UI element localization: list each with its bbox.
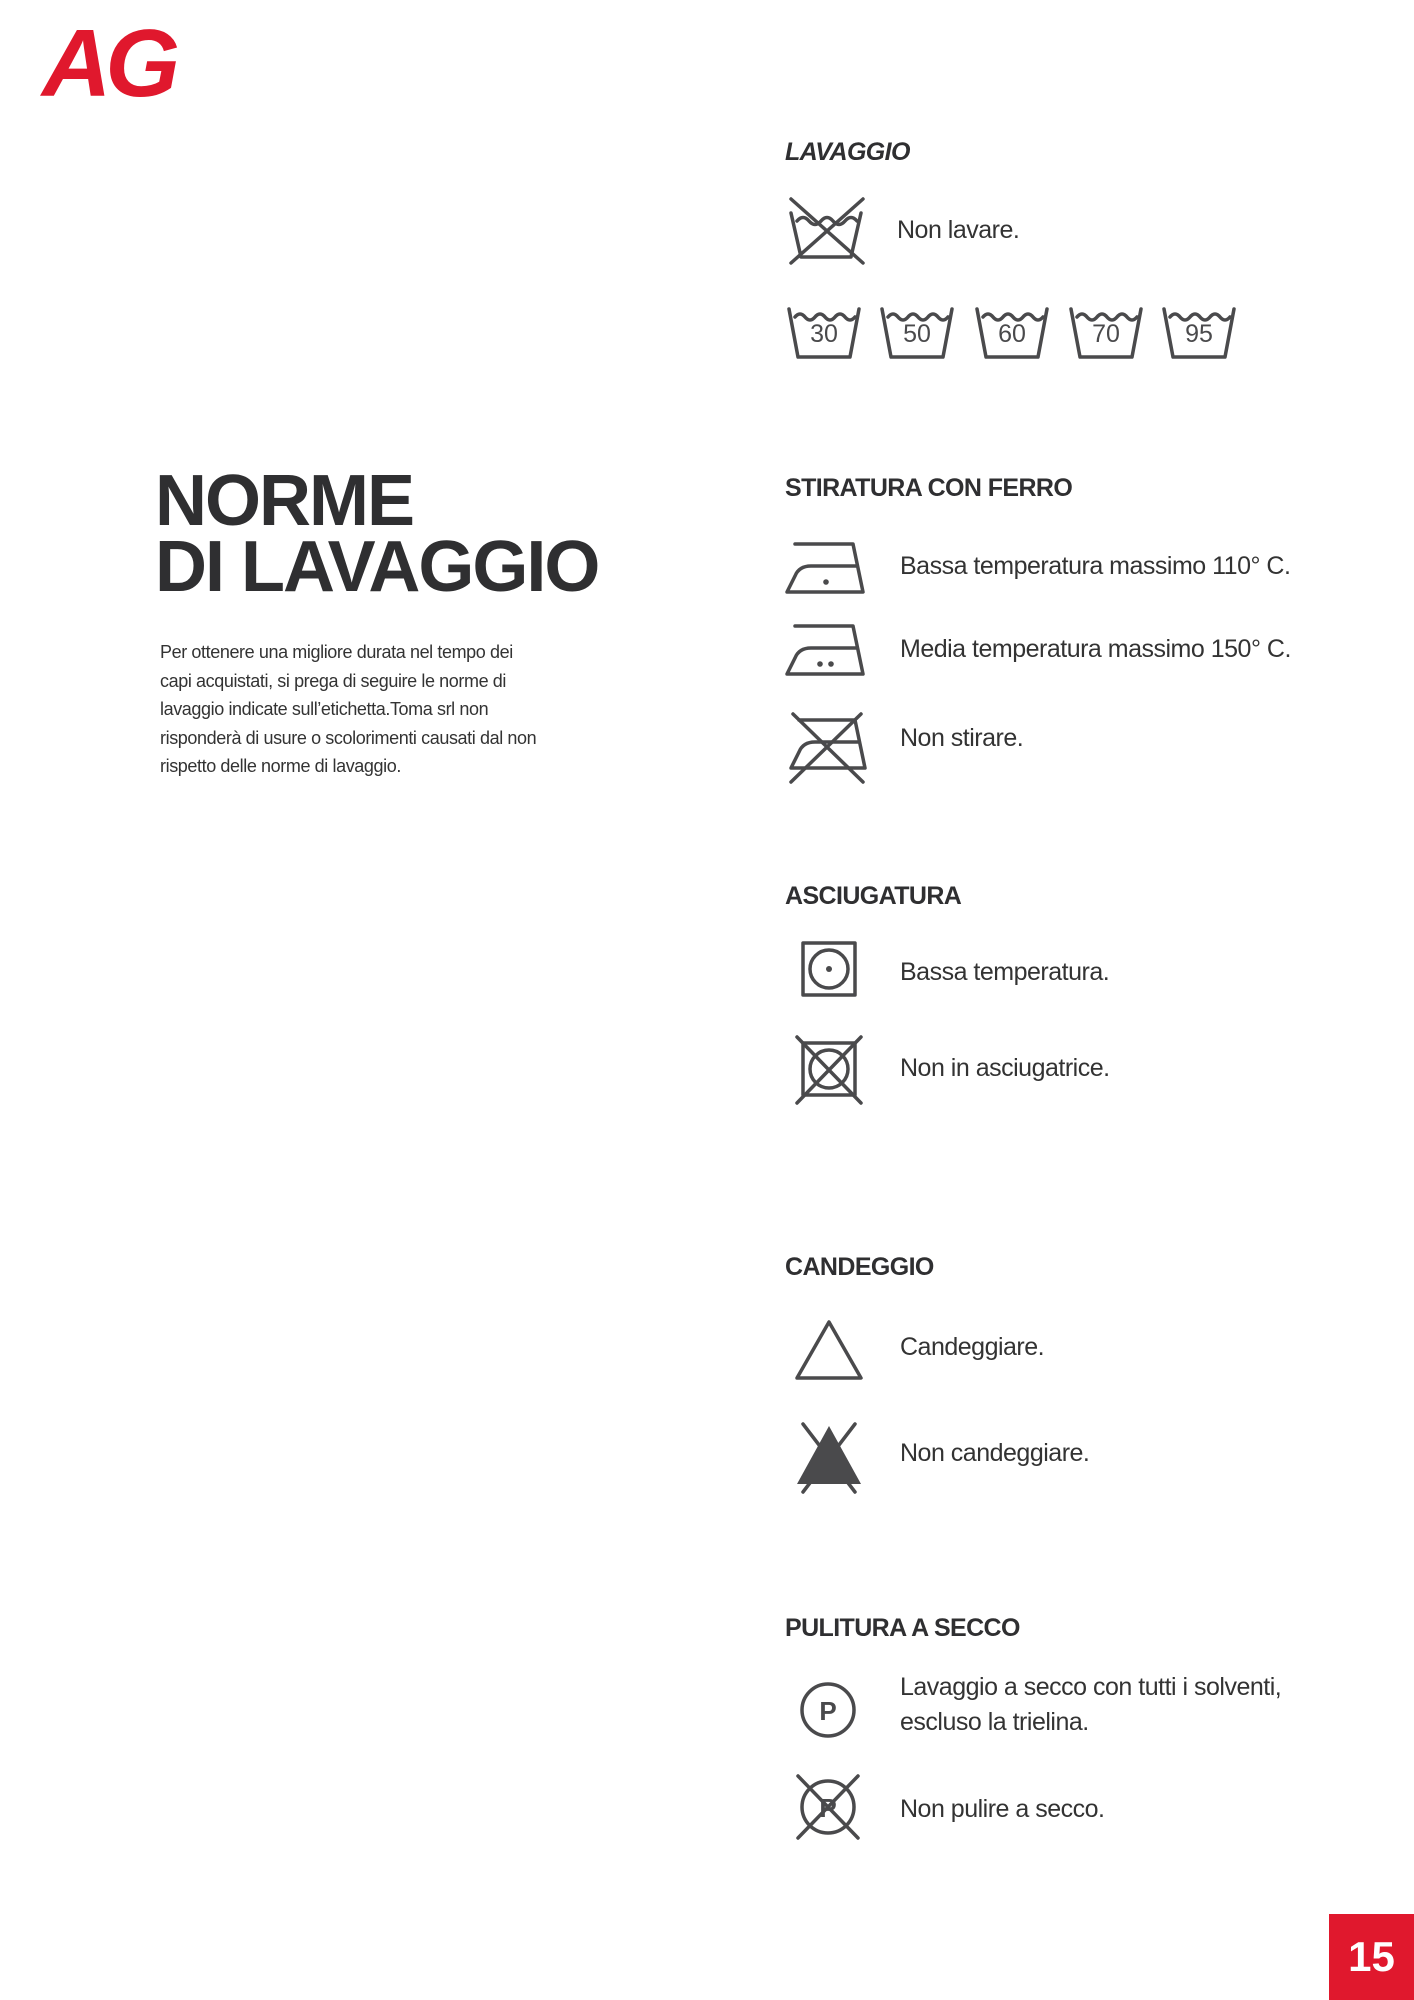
no-wash-text: Non lavare. [897,216,1020,244]
wash-temp-30: 30 [810,320,838,348]
section-title-candeggio: CANDEGGIO [785,1253,934,1281]
bleach-text: Candeggiare. [900,1333,1045,1361]
iron-medium-text: Media temperatura massimo 150° C. [900,635,1291,663]
tumble-dry-low-icon [800,940,858,998]
no-tumble-dry-icon [794,1034,864,1106]
wash-temp-70: 70 [1092,320,1120,348]
page-title-line1: NORME [155,461,413,541]
no-bleach-text: Non candeggiare. [900,1439,1090,1467]
bleach-icon [793,1318,865,1382]
iron-medium-icon [785,622,865,678]
logo-text: AG [42,14,174,109]
intro-paragraph: Per ottenere una migliore durata nel tempo dei capi acquistati, si prega di seguire le norme di lavaggio indicate sull’etichetta.Toma srl non risponderà di usure o scolorimenti causati dal non rispetto delle norme di lavaggio. [160,642,537,776]
no-dry-clean-p-letter: P [819,1793,837,1823]
section-title-asciugatura: ASCIUGATURA [785,882,962,910]
section-title-stiratura: STIRATURA CON FERRO [785,474,1073,502]
iron-low-icon [785,540,865,596]
no-bleach-icon [793,1422,865,1494]
no-dry-clean-icon [794,1772,862,1842]
wash-temp-95: 95 [1185,320,1213,348]
no-iron-icon [787,710,867,786]
tumble-dry-low-text: Bassa temperatura. [900,958,1110,986]
ag-logo [40,14,225,109]
no-tumble-dry-text: Non in asciugatrice. [900,1054,1110,1082]
page-title [155,461,675,607]
page-number: 15 [1329,1914,1414,2000]
no-iron-text: Non stirare. [900,724,1024,752]
dry-clean-text-line2: escluso la trielina. [900,1708,1089,1736]
wash-temp-50: 50 [903,320,931,348]
dry-clean-p-letter: P [819,1696,837,1726]
dry-clean-text-line1: Lavaggio a secco con tutti i solventi, [900,1673,1282,1701]
iron-low-text: Bassa temperatura massimo 110° C. [900,552,1291,580]
dry-clean-p-icon [798,1680,858,1740]
section-title-pulitura: PULITURA A SECCO [785,1614,1020,1642]
no-dry-clean-text: Non pulire a secco. [900,1795,1105,1823]
wash-temp-60: 60 [998,320,1026,348]
section-title-lavaggio: LAVAGGIO [785,138,910,166]
page-title-line2: DI LAVAGGIO [155,527,599,607]
no-wash-icon [787,195,867,267]
